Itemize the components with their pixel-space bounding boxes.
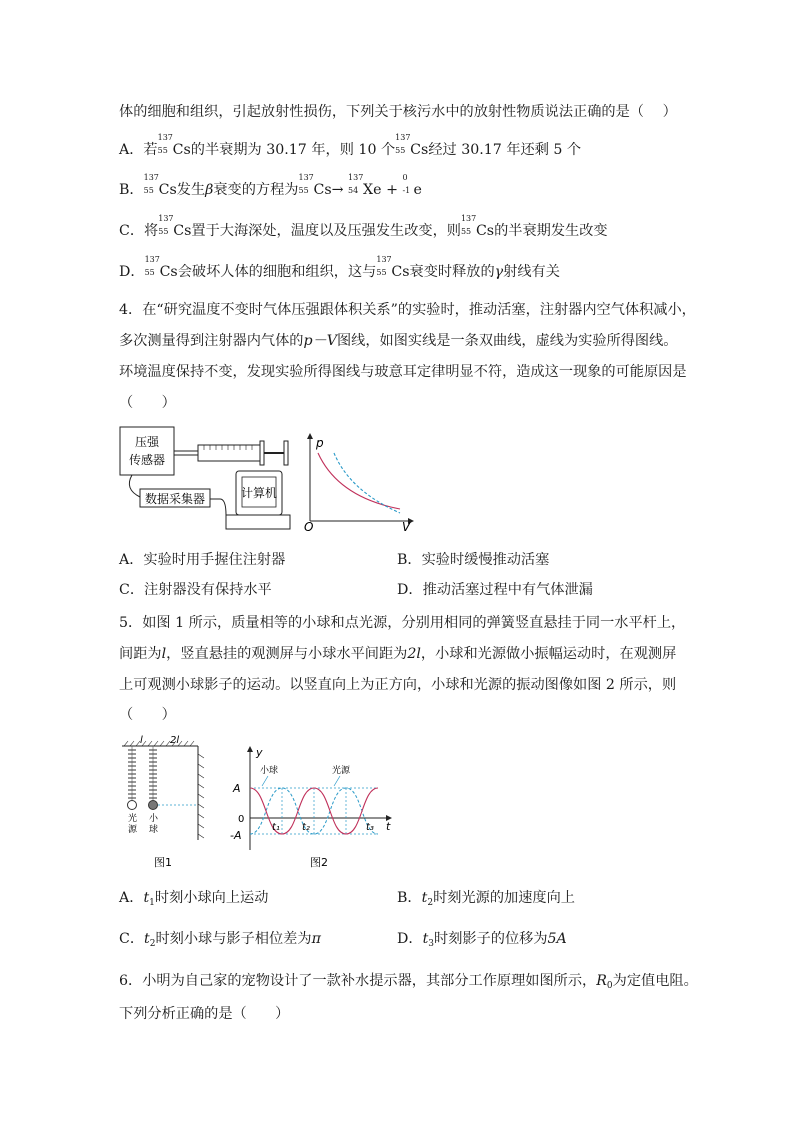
q3-stem-tail: 体的细胞和组织，引起放射性损伤，下列关于核污水中的放射性物质说法正确的是（ ） (119, 104, 677, 120)
q5-option-a: A．$t_1$时刻小球向上运动 (119, 890, 269, 908)
light-source (128, 801, 137, 810)
axis-y: y (256, 746, 263, 759)
q4-paren: （ ） (119, 395, 176, 411)
q4-option-b: B．实验时缓慢推动活塞 (397, 552, 550, 568)
fig1-caption: 图1 (154, 856, 172, 869)
isotope-cs: 137 55 (376, 255, 392, 277)
sensor-label-1: 压强 (134, 435, 160, 449)
q5-line1: 5．如图 1 所示，质量相等的小球和点光源，分别用相同的弹簧竖直悬挂于同一水平杆上， (119, 615, 686, 631)
q3-option-a: A．若 137 55 Cs的半衰期为 30.17 年，则 10 个 137 55 Cs经过 30.17 年还剩 5 个 (119, 133, 582, 158)
ball-label-2: 球 (149, 825, 159, 835)
axis-t: t (386, 820, 391, 833)
isotope-cs: 137 55 (144, 255, 160, 277)
label-a: A (233, 782, 241, 795)
isotope-electron: 0 -1 (402, 173, 411, 195)
ball-label-1: 小 (149, 814, 159, 824)
light-curve (250, 788, 378, 834)
label-neg-a: -A (230, 829, 242, 842)
collector-label: 数据采集器 (144, 492, 206, 506)
q5-paren: （ ） (119, 707, 176, 723)
label-zero: 0 (238, 814, 245, 825)
light-label-1: 光 (128, 814, 138, 824)
q5-line2: 间距为l，竖直悬挂的观测屏与小球水平间距为2l，小球和光源做小振幅运动时，在观测屏 (119, 646, 677, 662)
axis-v: V (402, 520, 411, 534)
isotope-cs: 137 55 (460, 214, 477, 236)
q3-option-c: C．将 137 55 Cs置于大海深处，温度以及压强发生改变，则 137 55 Cs的半衰期发生改变 (119, 214, 608, 239)
q4-line1: 4．在“研究温度不变时气体压强跟体积关系”的实验时，推动活塞，注射器内空气体积减小， (119, 302, 696, 318)
q4-apparatus-figure (118, 425, 418, 535)
legend-light: 光源 (332, 766, 351, 776)
origin-o: O (304, 520, 314, 534)
dim-l: l (140, 735, 143, 746)
isotope-cs: 137 55 (395, 133, 411, 155)
q4-line3: 环境温度保持不变，发现实验所得图线与玻意耳定律明显不符，造成这一现象的可能原因是 (119, 364, 687, 380)
label-t2: t₂ (302, 822, 310, 833)
q4-line2: 多次测量得到注射器内气体的p－V图线，如图实线是一条双曲线，虚线为实验所得图线。 (119, 333, 678, 349)
q5-figure-1 (118, 734, 208, 874)
dim-2l: 2l (170, 735, 180, 746)
light-label-2: 源 (128, 825, 138, 835)
isotope-xe: 137 54 (348, 173, 364, 195)
ball (149, 801, 158, 810)
experimental-dashed (334, 453, 400, 513)
q4-option-a: A．实验时用手握住注射器 (119, 552, 286, 568)
q5-option-c: C．$t_2$时刻小球与影子相位差为π (119, 931, 321, 949)
q6-line1: 6．小明为自己家的宠物设计了一款补水提示器，其部分工作原理如图所示，$R_0$为定值电阻。 (119, 973, 698, 991)
isotope-cs: 137 55 (158, 214, 174, 236)
q3-option-d: D． 137 55 Cs会破坏人体的细胞和组织，这与 137 55 Cs衰变时释放的γ射线有关 (119, 255, 560, 280)
fig2-caption: 图2 (310, 856, 328, 869)
axis-p: p (316, 436, 324, 450)
q4-option-d: D．推动活塞过程中有气体泄漏 (397, 582, 593, 598)
hyperbola-solid (318, 453, 400, 509)
ball-curve (250, 788, 378, 834)
isotope-cs: 137 55 (143, 173, 159, 195)
q3-option-b: B． 137 55 Cs发生β衰变的方程为 137 55 Cs→ 137 54 Xe + 0 -1 e (119, 173, 422, 198)
legend-ball: 小球 (260, 766, 279, 776)
q5-line3: 上可观测小球影子的运动。以竖直向上为正方向，小球和光源的振动图像如图 2 所示，则 (119, 677, 677, 693)
isotope-cs: 137 55 (298, 173, 314, 195)
sensor-label-2: 传感器 (128, 453, 166, 467)
isotope-cs: 137 55 (157, 133, 173, 155)
q6-line2: 下列分析正确的是（ ） (119, 1006, 290, 1022)
q5-option-b: B．$t_2$时刻光源的加速度向上 (397, 890, 575, 908)
label-t3: t₃ (366, 822, 374, 833)
q5-option-d: D．$t_3$时刻影子的位移为5A (397, 931, 567, 949)
q4-option-c: C．注射器没有保持水平 (119, 582, 272, 598)
computer-label: 计算机 (240, 486, 278, 500)
q5-figure-2 (228, 744, 394, 874)
label-t1: t₁ (272, 822, 280, 833)
